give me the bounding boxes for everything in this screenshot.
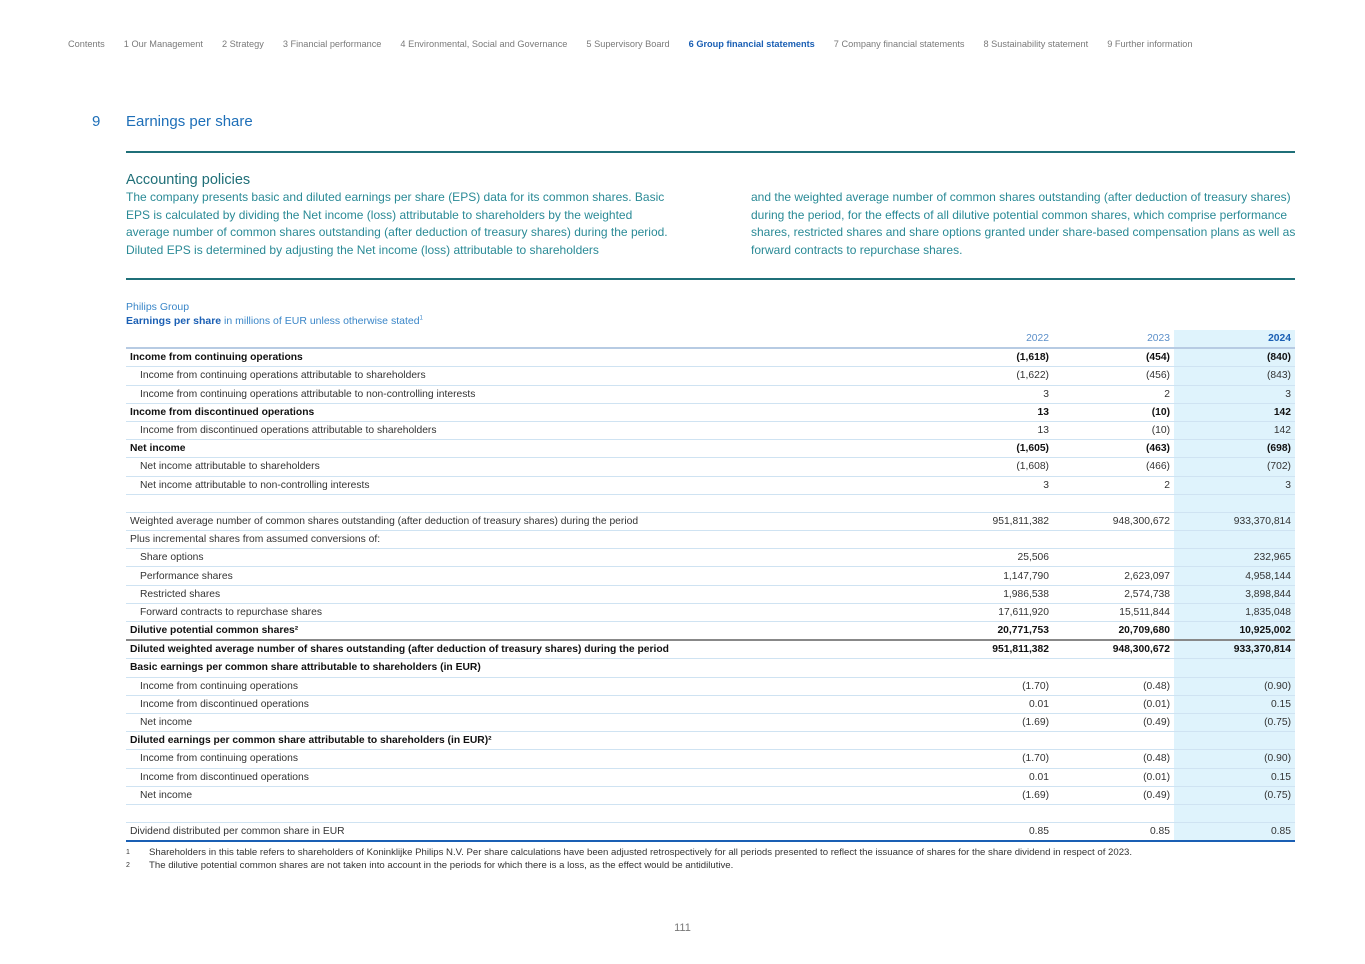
table-row xyxy=(126,713,1295,731)
row-label: Dividend distributed per common share in EUR xyxy=(126,823,932,842)
value-2023: (466) xyxy=(1053,458,1174,476)
row-label: Performance shares xyxy=(126,567,932,585)
row-label xyxy=(126,494,932,512)
value-2023 xyxy=(1053,549,1174,567)
footnote-text: Shareholders in this table refers to shareholders of Koninklijke Philips N.V. Per share calculations have been adjusted retrospectively for all periods presented to reflect the issuance of shares for the share dividend in respect of 2023. xyxy=(149,847,1133,858)
value-2024: 142 xyxy=(1174,403,1295,421)
table-row xyxy=(126,440,1295,458)
table-group-label: Philips Group xyxy=(126,301,190,313)
row-label: Diluted weighted average number of shares outstanding (after deduction of treasury shares) during the period xyxy=(126,640,932,659)
value-2024 xyxy=(1174,804,1295,822)
value-2023: (0.49) xyxy=(1053,713,1174,731)
accounting-policies-heading: Accounting policies xyxy=(126,172,251,188)
header-year-2024: 2024 xyxy=(1174,330,1295,348)
value-2023: 0.85 xyxy=(1053,823,1174,842)
value-2023: 15,511,844 xyxy=(1053,603,1174,621)
divider xyxy=(126,151,1295,153)
value-2022: 3 xyxy=(932,476,1053,494)
value-2022 xyxy=(932,732,1053,750)
row-label xyxy=(126,804,932,822)
table-row xyxy=(126,603,1295,621)
nav-item-1[interactable]: 1 Our Management xyxy=(123,39,203,49)
row-label: Restricted shares xyxy=(126,585,932,603)
value-2023: (10) xyxy=(1053,421,1174,439)
value-2023 xyxy=(1053,531,1174,549)
value-2024: 142 xyxy=(1174,421,1295,439)
table-row xyxy=(126,567,1295,585)
value-2024: (840) xyxy=(1174,348,1295,367)
value-2022: (1.69) xyxy=(932,713,1053,731)
footnotes xyxy=(126,846,1132,872)
divider xyxy=(126,278,1295,280)
value-2024 xyxy=(1174,531,1295,549)
table-row xyxy=(126,367,1295,385)
table-row xyxy=(126,823,1295,842)
row-label: Income from discontinued operations xyxy=(126,403,932,421)
value-2022: (1.69) xyxy=(932,786,1053,804)
value-2022: 951,811,382 xyxy=(932,640,1053,659)
value-2024: 3,898,844 xyxy=(1174,585,1295,603)
value-2024: 10,925,002 xyxy=(1174,622,1295,641)
value-2024: 4,958,144 xyxy=(1174,567,1295,585)
row-label: Income from discontinued operations xyxy=(126,695,932,713)
value-2022: (1,605) xyxy=(932,440,1053,458)
page-number: 111 xyxy=(674,922,691,934)
footnote-number: 1 xyxy=(126,849,130,856)
value-2023: (454) xyxy=(1053,348,1174,367)
value-2024: 0.85 xyxy=(1174,823,1295,842)
footnote-text: The dilutive potential common shares are not taken into account in the periods for which there is a loss, as the effect would be antidilutive. xyxy=(149,860,734,871)
value-2024: 1,835,048 xyxy=(1174,603,1295,621)
value-2024 xyxy=(1174,494,1295,512)
value-2022: 951,811,382 xyxy=(932,512,1053,530)
footnote xyxy=(126,859,1132,872)
accounting-policies-text-right: and the weighted average number of common shares outstanding (after deduction of treasury shares) during the period, for the effects of all dilutive potential common shares, which comprise performance shares, restricted shares and share options granted under share-based compensation plans as well as forward contracts to repurchase shares. xyxy=(751,190,1296,257)
table-caption-unit: in millions of EUR unless otherwise stated xyxy=(221,315,420,327)
table-row xyxy=(126,695,1295,713)
value-2023: (0.01) xyxy=(1053,768,1174,786)
value-2022: 0.85 xyxy=(932,823,1053,842)
value-2022: 1,147,790 xyxy=(932,567,1053,585)
row-label: Income from continuing operations xyxy=(126,750,932,768)
header-year-2023: 2023 xyxy=(1053,330,1174,348)
value-2024 xyxy=(1174,732,1295,750)
value-2024: (0.90) xyxy=(1174,677,1295,695)
value-2022: (1,618) xyxy=(932,348,1053,367)
value-2024: (0.75) xyxy=(1174,713,1295,731)
value-2022: 20,771,753 xyxy=(932,622,1053,641)
table-row xyxy=(126,403,1295,421)
earnings-per-share-table xyxy=(126,330,1295,842)
value-2024 xyxy=(1174,659,1295,677)
value-2023: 2,623,097 xyxy=(1053,567,1174,585)
section-title: Earnings per share xyxy=(126,113,253,130)
value-2023: (0.49) xyxy=(1053,786,1174,804)
nav-item-5[interactable]: 5 Supervisory Board xyxy=(586,39,670,49)
value-2022 xyxy=(932,804,1053,822)
nav-item-6[interactable]: 6 Group financial statements xyxy=(688,39,815,49)
table-row xyxy=(126,549,1295,567)
value-2022: 3 xyxy=(932,385,1053,403)
row-label: Plus incremental shares from assumed conversions of: xyxy=(126,531,932,549)
value-2024: (843) xyxy=(1174,367,1295,385)
table-row xyxy=(126,458,1295,476)
value-2022: (1.70) xyxy=(932,750,1053,768)
table-caption xyxy=(126,315,423,327)
value-2022: (1,608) xyxy=(932,458,1053,476)
row-label: Dilutive potential common shares² xyxy=(126,622,932,641)
header-year-2022: 2022 xyxy=(932,330,1053,348)
value-2022: (1.70) xyxy=(932,677,1053,695)
value-2023 xyxy=(1053,732,1174,750)
table-row xyxy=(126,732,1295,750)
value-2022: 17,611,920 xyxy=(932,603,1053,621)
table-row xyxy=(126,750,1295,768)
value-2023: 20,709,680 xyxy=(1053,622,1174,641)
nav-item-7[interactable]: 7 Company financial statements xyxy=(833,39,965,49)
value-2022: (1,622) xyxy=(932,367,1053,385)
value-2023: 2,574,738 xyxy=(1053,585,1174,603)
table-row xyxy=(126,531,1295,549)
value-2023: 948,300,672 xyxy=(1053,640,1174,659)
value-2024: (702) xyxy=(1174,458,1295,476)
value-2022: 0.01 xyxy=(932,695,1053,713)
value-2023: (10) xyxy=(1053,403,1174,421)
row-label: Income from continuing operations xyxy=(126,677,932,695)
value-2024: 232,965 xyxy=(1174,549,1295,567)
row-label: Share options xyxy=(126,549,932,567)
value-2023: (0.48) xyxy=(1053,677,1174,695)
row-label: Weighted average number of common shares outstanding (after deduction of treasury shares) during the period xyxy=(126,512,932,530)
table-caption-title: Earnings per share xyxy=(126,315,222,327)
table-row xyxy=(126,494,1295,512)
nav-item-0[interactable]: Contents xyxy=(68,39,105,49)
value-2022 xyxy=(932,531,1053,549)
value-2024: 3 xyxy=(1174,385,1295,403)
top-navigation xyxy=(68,39,1212,49)
value-2023 xyxy=(1053,804,1174,822)
nav-item-4[interactable]: 4 Environmental, Social and Governance xyxy=(400,39,568,49)
value-2023: (456) xyxy=(1053,367,1174,385)
value-2022: 13 xyxy=(932,403,1053,421)
table-row xyxy=(126,677,1295,695)
row-label: Basic earnings per common share attributable to shareholders (in EUR) xyxy=(126,659,932,677)
value-2022: 13 xyxy=(932,421,1053,439)
value-2023: 2 xyxy=(1053,476,1174,494)
row-label: Diluted earnings per common share attributable to shareholders (in EUR)² xyxy=(126,732,932,750)
row-label: Net income xyxy=(126,786,932,804)
value-2024: 0.15 xyxy=(1174,768,1295,786)
value-2022 xyxy=(932,494,1053,512)
value-2022 xyxy=(932,659,1053,677)
nav-item-2[interactable]: 2 Strategy xyxy=(221,39,264,49)
table-header-row xyxy=(126,330,1295,348)
value-2023: 948,300,672 xyxy=(1053,512,1174,530)
value-2022: 25,506 xyxy=(932,549,1053,567)
value-2024: 933,370,814 xyxy=(1174,512,1295,530)
table-row xyxy=(126,768,1295,786)
value-2022: 0.01 xyxy=(932,768,1053,786)
row-label: Net income attributable to shareholders xyxy=(126,458,932,476)
footnote-number: 2 xyxy=(126,862,130,869)
value-2024: (0.75) xyxy=(1174,786,1295,804)
value-2023: (0.48) xyxy=(1053,750,1174,768)
row-label: Income from discontinued operations xyxy=(126,768,932,786)
row-label: Forward contracts to repurchase shares xyxy=(126,603,932,621)
table-row xyxy=(126,585,1295,603)
section-number: 9 xyxy=(92,113,101,130)
table-row xyxy=(126,348,1295,367)
row-label: Income from continuing operations xyxy=(126,348,932,367)
value-2024: (698) xyxy=(1174,440,1295,458)
table-row xyxy=(126,640,1295,659)
value-2024: 0.15 xyxy=(1174,695,1295,713)
row-label: Income from continuing operations attributable to shareholders xyxy=(126,367,932,385)
value-2023: 2 xyxy=(1053,385,1174,403)
value-2022: 1,986,538 xyxy=(932,585,1053,603)
value-2023: (0.01) xyxy=(1053,695,1174,713)
table-row xyxy=(126,659,1295,677)
table-row xyxy=(126,804,1295,822)
table-row xyxy=(126,512,1295,530)
table-row xyxy=(126,421,1295,439)
row-label: Net income xyxy=(126,440,932,458)
row-label: Income from continuing operations attributable to non-controlling interests xyxy=(126,385,932,403)
table-row xyxy=(126,622,1295,641)
value-2023 xyxy=(1053,659,1174,677)
row-label: Income from discontinued operations attributable to shareholders xyxy=(126,421,932,439)
value-2024: (0.90) xyxy=(1174,750,1295,768)
value-2024: 933,370,814 xyxy=(1174,640,1295,659)
row-label: Net income attributable to non-controlling interests xyxy=(126,476,932,494)
footnote xyxy=(126,846,1132,859)
value-2024: 3 xyxy=(1174,476,1295,494)
footnote-ref: 1 xyxy=(419,315,423,322)
header-label-cell xyxy=(126,330,932,348)
nav-item-9[interactable]: 9 Further information xyxy=(1107,39,1193,49)
value-2023: (463) xyxy=(1053,440,1174,458)
row-label: Net income xyxy=(126,713,932,731)
nav-item-3[interactable]: 3 Financial performance xyxy=(282,39,382,49)
table-row xyxy=(126,476,1295,494)
table-row xyxy=(126,385,1295,403)
table-row xyxy=(126,786,1295,804)
value-2023 xyxy=(1053,494,1174,512)
nav-item-8[interactable]: 8 Sustainability statement xyxy=(983,39,1089,49)
accounting-policies-text-left: The company presents basic and diluted earnings per share (EPS) data for its common shares. Basic EPS is calculated by dividing the Net income (loss) attributable to shareholders by the weighted average number of common shares outstanding (after deduction of treasury shares) during the period. Diluted EPS is determined by adjusting the Net income (loss) attributable to shareholders xyxy=(126,190,668,257)
